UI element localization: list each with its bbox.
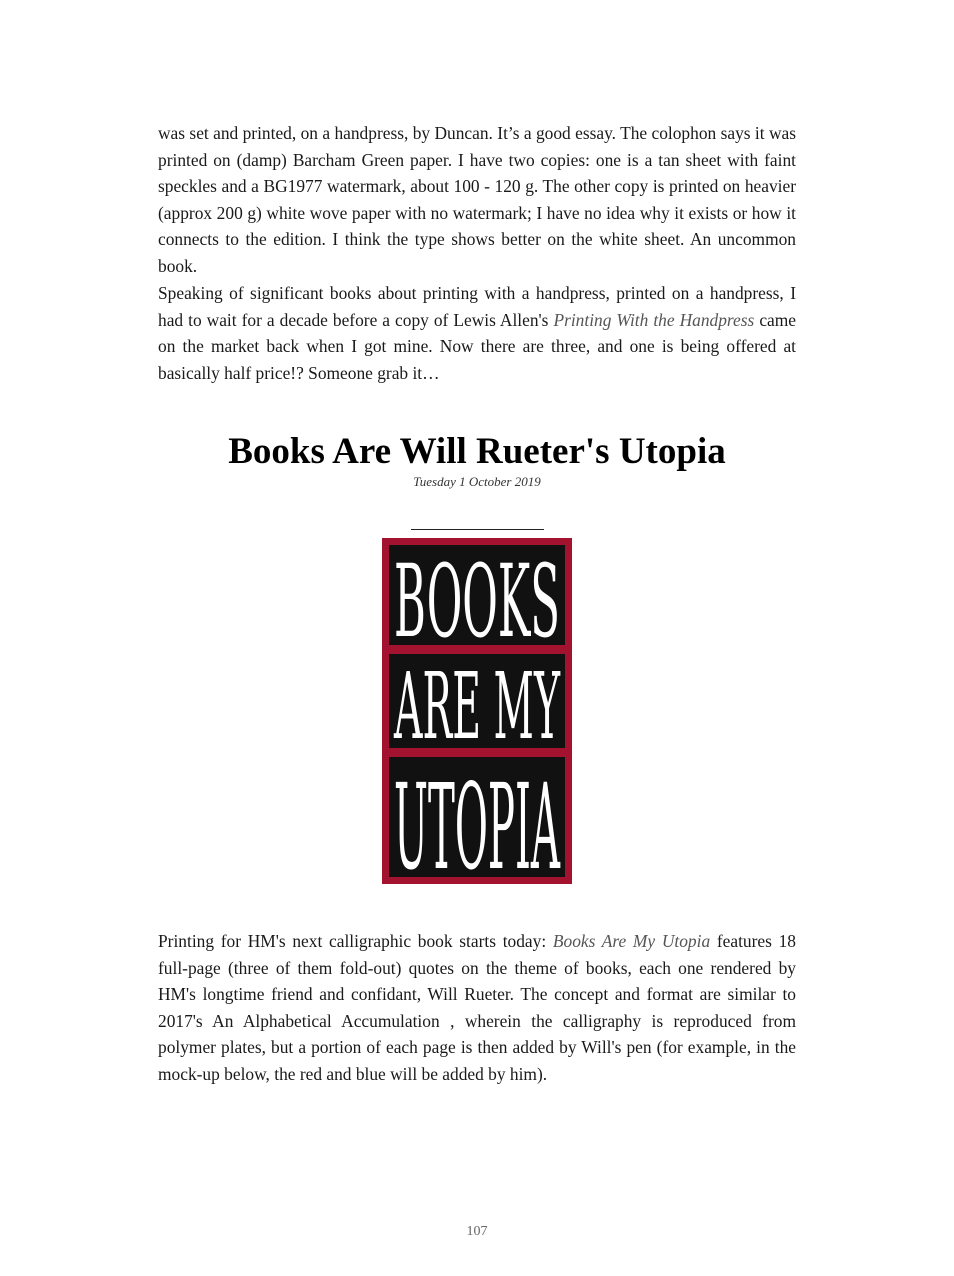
body-paragraph-3 bbox=[158, 928, 796, 1088]
body-paragraph-1: was set and printed, on a handpress, by Duncan. It’s a good essay. The colophon says it was printed on (damp) Barcham Green paper. I have two copies: one is a tan sheet with faint speckles and a BG1977 watermark, about 100 - 120 g. The other copy is printed on heavier (approx 200 g) white wove paper with no watermark; I have no idea why it exists or how it connects to the edition. I think the type shows better on the white sheet. An uncommon book. bbox=[158, 123, 796, 276]
page-number: 107 bbox=[466, 1224, 488, 1239]
paragraph-3-text-start: Printing for HM's next calligraphic book starts today: bbox=[158, 931, 553, 951]
cover-line-books: BOOKS bbox=[394, 543, 560, 660]
body-paragraph-2 bbox=[158, 280, 796, 386]
books-are-my-utopia-link[interactable]: Books Are My Utopia bbox=[552, 931, 711, 951]
divider bbox=[411, 529, 544, 530]
cover-line-are-my: ARE MY bbox=[393, 653, 561, 760]
post-date: Tuesday 1 October 2019 bbox=[413, 474, 541, 489]
cover-line-utopia: UTOPIA bbox=[394, 758, 561, 896]
paragraph-3-text-end: features 18 full-page (three of them fold-out) quotes on the theme of books, each one rendered by HM's longtime friend and confidant, Will Rueter. The concept and format are similar to 2017's An Alphabetical Accumulation , wherein the calligraphy is reproduced from polymer plates, but a portion of each page is then added by Will's pen (for example, in the mock-up below, the red and blue will be added by him). bbox=[158, 931, 796, 1084]
printing-with-the-handpress-link[interactable]: Printing With the Handpress bbox=[553, 309, 755, 330]
paragraph-2-text-start: Speaking of significant books about printing with a handpress, printed on a handpress, I had to wait for a decade before a copy of Lewis Allen's bbox=[158, 283, 796, 330]
post-title: Books Are Will Rueter's Utopia bbox=[228, 431, 726, 472]
books-are-my-utopia-cover-image bbox=[382, 538, 572, 896]
paragraph-2-text-end: came on the market back when I got mine. Now there are three, and one is being offered at basically half price!? Someone grab it… bbox=[158, 309, 797, 383]
